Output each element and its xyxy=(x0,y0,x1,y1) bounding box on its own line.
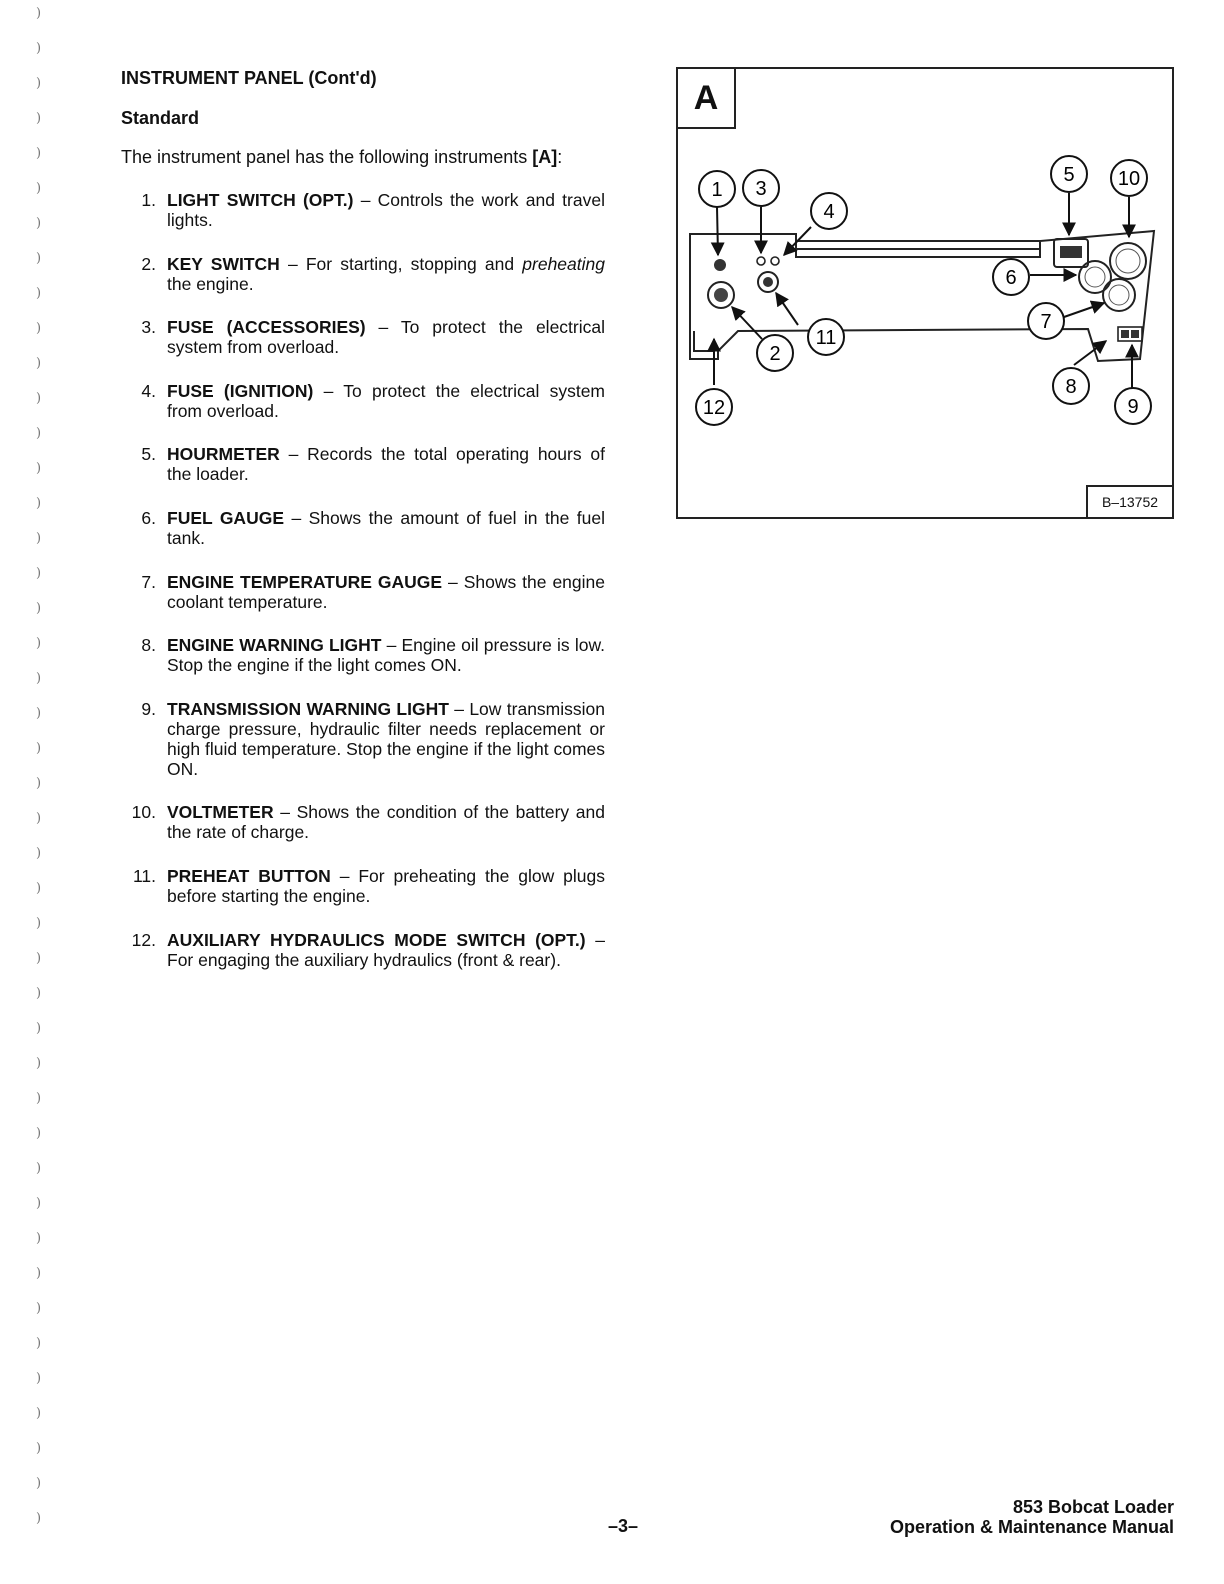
emphasis-text: preheating xyxy=(522,253,605,274)
item-description: – Low transmission charge pressure, hydraulic filter needs replacement or high fluid temperature. Stop the engine if the light comes ON. xyxy=(167,698,605,779)
binder-mark: ) xyxy=(36,531,42,546)
light-switch-icon xyxy=(714,259,726,271)
item-number: 9. xyxy=(141,698,156,719)
binder-mark: ) xyxy=(36,706,42,721)
list-item xyxy=(120,635,605,675)
fuse-accessories-icon xyxy=(757,257,765,265)
item-description: – Controls the work and travel lights. xyxy=(167,190,605,230)
item-number: 5. xyxy=(141,444,156,465)
binder-mark: ) xyxy=(36,1056,42,1071)
item-number: 3. xyxy=(141,317,156,338)
key-switch-icon xyxy=(708,282,734,308)
binder-mark: ) xyxy=(36,671,42,686)
binder-mark: ) xyxy=(36,1196,42,1211)
binder-mark: ) xyxy=(36,566,42,581)
engine-temperature-gauge-icon xyxy=(1103,279,1135,311)
item-number: 4. xyxy=(141,380,156,401)
item-description: – To protect the electrical system from overload. xyxy=(167,317,606,358)
item-number: 8. xyxy=(141,635,156,656)
binder-mark: ) xyxy=(36,426,42,441)
binder-mark: ) xyxy=(36,1231,42,1246)
preheat-button-icon xyxy=(758,272,778,292)
manual-title-line2: Operation & Maintenance Manual xyxy=(889,1517,1174,1537)
binder-mark: ) xyxy=(36,1441,42,1456)
svg-text:11: 11 xyxy=(815,327,837,349)
item-term: FUSE (IGNITION) xyxy=(167,380,314,401)
list-item xyxy=(120,317,605,357)
warning-lights-icon xyxy=(1118,327,1142,341)
callout-8 xyxy=(1053,368,1089,404)
binder-mark: ) xyxy=(36,1021,42,1036)
binder-mark: ) xyxy=(36,391,42,406)
binder-hole-marks xyxy=(0,0,60,1584)
section-subtitle: Standard xyxy=(121,108,200,128)
page-number: –3– xyxy=(608,1516,639,1536)
list-item xyxy=(120,508,605,548)
manual-title xyxy=(890,1497,1174,1537)
callout-2 xyxy=(757,335,793,371)
callout-11 xyxy=(808,319,844,355)
item-number: 11. xyxy=(132,865,156,886)
item-description: – Records the total operating hours of the loader. xyxy=(167,444,605,485)
instrument-panel-figure xyxy=(676,67,1174,519)
item-description: – For starting, stopping and preheating the engine. xyxy=(167,253,605,294)
binder-mark: ) xyxy=(36,1091,42,1106)
binder-mark: ) xyxy=(36,1266,42,1281)
binder-mark: ) xyxy=(36,321,42,336)
item-number: 12. xyxy=(131,929,156,950)
binder-mark: ) xyxy=(36,1126,42,1141)
binder-mark: ) xyxy=(36,916,42,931)
binder-mark: ) xyxy=(36,251,42,266)
figure-letter: A xyxy=(678,69,736,129)
item-number: 7. xyxy=(141,571,156,592)
item-term: HOURMETER xyxy=(167,444,280,465)
item-term: TRANSMISSION WARNING LIGHT xyxy=(167,698,449,719)
callout-5 xyxy=(1051,156,1087,192)
item-description: – Shows the condition of the battery and the rate of charge. xyxy=(167,802,605,843)
svg-text:1: 1 xyxy=(711,179,723,201)
binder-mark: ) xyxy=(36,1371,42,1386)
list-item xyxy=(120,254,605,294)
hourmeter-icon xyxy=(1054,239,1088,267)
item-description: – To protect the electrical system from overload. xyxy=(167,380,606,421)
binder-mark: ) xyxy=(36,356,42,371)
svg-text:8: 8 xyxy=(1065,376,1077,398)
item-number: 10. xyxy=(131,802,156,823)
binder-mark: ) xyxy=(36,146,42,161)
callout-4 xyxy=(811,193,847,229)
binder-mark: ) xyxy=(36,461,42,476)
svg-text:9: 9 xyxy=(1127,396,1139,418)
svg-text:3: 3 xyxy=(755,178,767,200)
svg-text:4: 4 xyxy=(823,201,835,223)
callout-12 xyxy=(696,389,732,425)
callout-6 xyxy=(993,259,1029,295)
list-item xyxy=(120,190,605,230)
figure-code: B–13752 xyxy=(1086,485,1172,517)
callout-9 xyxy=(1115,388,1151,424)
intro-paragraph xyxy=(121,147,562,168)
list-item xyxy=(120,572,605,612)
instrument-list xyxy=(120,190,605,993)
item-term: LIGHT SWITCH (OPT.) xyxy=(167,190,354,210)
callout-10 xyxy=(1111,160,1147,196)
intro-tail: : xyxy=(557,147,563,167)
panel-outline xyxy=(690,231,1154,361)
binder-mark: ) xyxy=(36,76,42,91)
binder-mark: ) xyxy=(36,1476,42,1491)
binder-mark: ) xyxy=(36,846,42,861)
list-item xyxy=(120,930,605,970)
list-item xyxy=(120,444,605,484)
binder-mark: ) xyxy=(36,951,42,966)
binder-mark: ) xyxy=(36,1511,42,1526)
list-item xyxy=(120,866,605,906)
instrument-panel-diagram xyxy=(678,69,1172,517)
binder-mark: ) xyxy=(36,6,42,21)
binder-mark: ) xyxy=(36,41,42,56)
binder-mark: ) xyxy=(36,1301,42,1316)
svg-text:7: 7 xyxy=(1040,311,1052,333)
item-number: 6. xyxy=(141,507,156,528)
item-description: – Shows the amount of fuel in the fuel tank. xyxy=(167,507,605,548)
intro-text: The instrument panel has the following instruments xyxy=(121,147,533,167)
svg-text:10: 10 xyxy=(1117,168,1141,190)
manual-title-line1: 853 Bobcat Loader xyxy=(1012,1497,1174,1517)
binder-mark: ) xyxy=(36,181,42,196)
item-term: VOLTMETER xyxy=(167,802,274,823)
binder-mark: ) xyxy=(36,636,42,651)
svg-text:6: 6 xyxy=(1005,267,1017,289)
section-title: INSTRUMENT PANEL (Cont'd) xyxy=(121,68,377,88)
list-item xyxy=(120,381,605,421)
callout-3 xyxy=(743,170,779,206)
svg-text:5: 5 xyxy=(1063,164,1075,186)
item-description: – Engine oil pressure is low. Stop the engine if the light comes ON. xyxy=(167,635,605,676)
item-term: FUEL GAUGE xyxy=(167,507,284,528)
fuse-ignition-icon xyxy=(771,257,779,265)
item-description: – For preheating the glow plugs before starting the engine. xyxy=(167,865,605,906)
binder-mark: ) xyxy=(36,496,42,511)
binder-mark: ) xyxy=(36,776,42,791)
binder-mark: ) xyxy=(36,986,42,1001)
binder-mark: ) xyxy=(36,1406,42,1421)
item-term: AUXILIARY HYDRAULICS MODE SWITCH (OPT.) xyxy=(167,929,586,950)
voltmeter-icon xyxy=(1110,243,1146,279)
binder-mark: ) xyxy=(36,111,42,126)
fuel-gauge-icon xyxy=(1079,261,1111,293)
binder-mark: ) xyxy=(36,1161,42,1176)
callout-7 xyxy=(1028,303,1064,339)
item-term: KEY SWITCH xyxy=(167,253,280,274)
binder-mark: ) xyxy=(36,741,42,756)
binder-mark: ) xyxy=(36,811,42,826)
binder-mark: ) xyxy=(36,1336,42,1351)
item-description: – Shows the engine coolant temperature. xyxy=(167,571,605,612)
figure-reference: [A] xyxy=(532,147,558,167)
callout-1 xyxy=(699,171,735,207)
binder-mark: ) xyxy=(36,601,42,616)
list-item xyxy=(120,699,605,779)
item-number: 2. xyxy=(141,253,156,274)
item-term: ENGINE WARNING LIGHT xyxy=(167,635,382,656)
svg-text:12: 12 xyxy=(702,397,726,419)
list-item xyxy=(120,802,605,842)
binder-mark: ) xyxy=(36,286,42,301)
item-term: FUSE (ACCESSORIES) xyxy=(167,317,366,338)
svg-text:2: 2 xyxy=(769,343,781,365)
binder-mark: ) xyxy=(36,881,42,896)
item-term: ENGINE TEMPERATURE GAUGE xyxy=(167,571,443,592)
item-description: – For engaging the auxiliary hydraulics (front & rear). xyxy=(167,929,605,970)
binder-mark: ) xyxy=(36,216,42,231)
item-term: PREHEAT BUTTON xyxy=(167,865,331,886)
item-number: 1. xyxy=(141,190,156,210)
